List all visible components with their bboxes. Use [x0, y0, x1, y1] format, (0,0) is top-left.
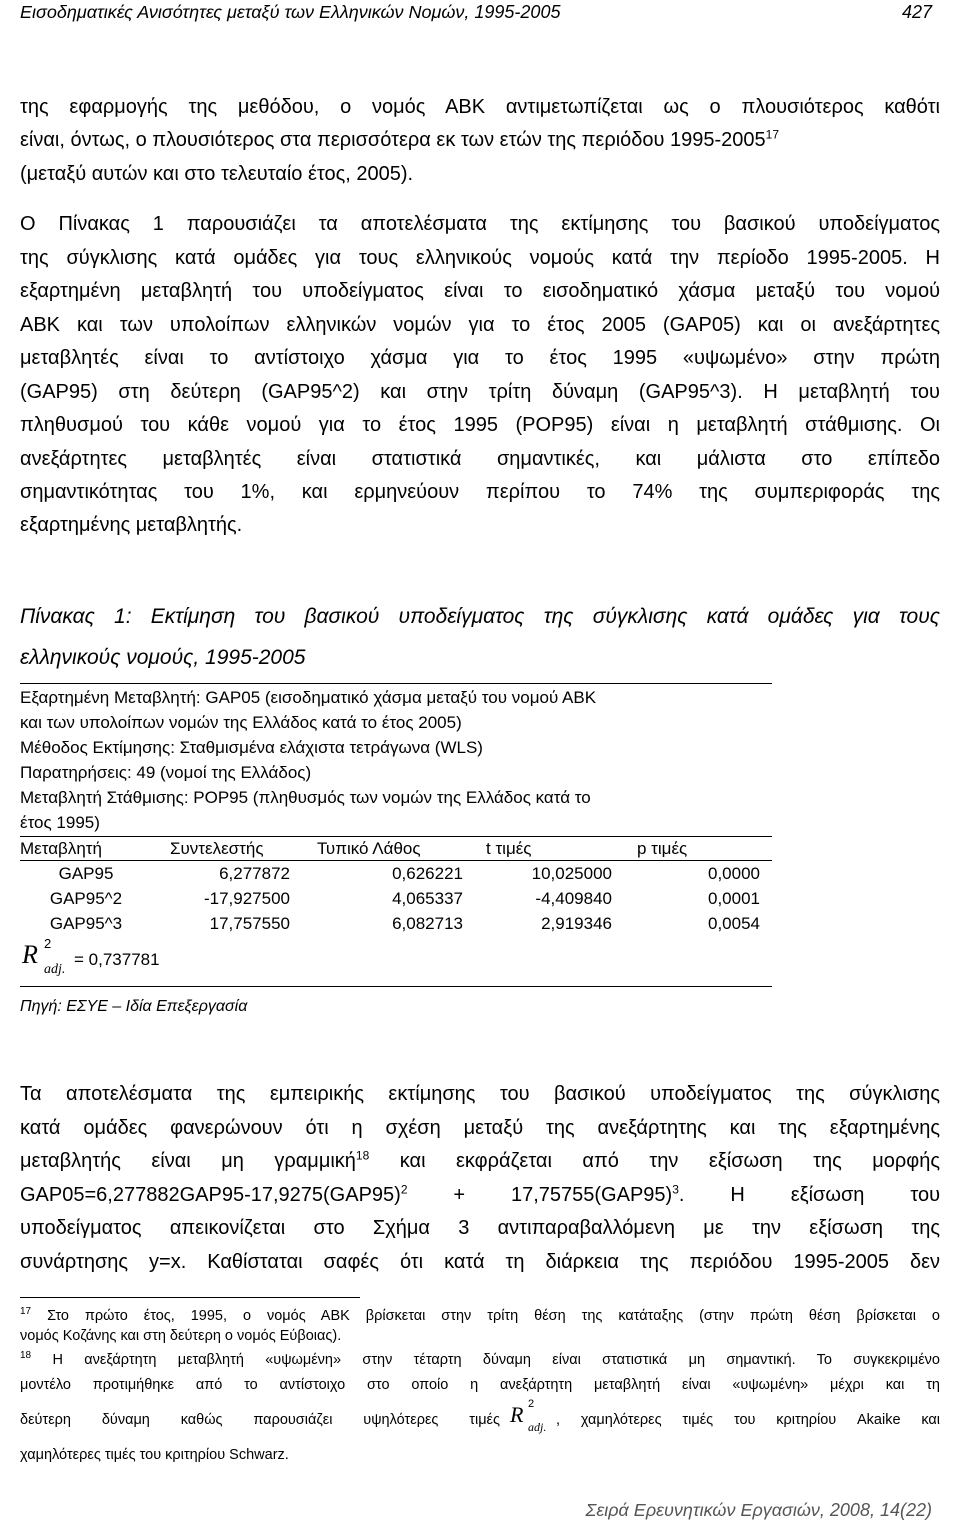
para3-line: Τα αποτελέσματα της εμπειρικής εκτίμησης του βασικού υποδείγματος της σύγκλισης [20, 1083, 940, 1105]
table-cell: 17,757550 [209, 914, 290, 933]
table-info-line: έτος 1995) [20, 813, 100, 832]
para3-line: υποδείγματος απεικονίζεται στο Σχήμα 3 αντιπαραβαλλόμενη με την εξίσωση της [20, 1217, 940, 1239]
para1-line: της εφαρμογής της μεθόδου, ο νομός ΑΒΚ αντιμετωπίζεται ως ο πλουσιότερος καθότι [20, 96, 940, 118]
table-cell: -17,927500 [203, 889, 290, 908]
table-cell: 2,919346 [541, 914, 612, 933]
para2-line: της σύγκλισης κατά ομάδες για τους ελληνικούς νομούς κατά την περίοδο 1995-2005. Η [20, 247, 940, 269]
table-bottom-rule [20, 986, 772, 987]
footnote-r2-symbol: R [510, 1402, 524, 1427]
table-top-rule [20, 683, 772, 684]
footnote-18: $^{18}$ Η ανεξάρτητη μεταβλητή «υψωμένη» στην τέταρτη δύναμη είναι στατιστικά μη σημαντική. Το συγκεκριμένο [20, 1350, 940, 1368]
table-cell: 0,0000 [708, 864, 760, 883]
para2-line: εξαρτημένη μεταβλητή του υποδείγματος είναι το εισοδηματικό χάσμα μεταξύ του νομού [20, 280, 940, 302]
table-cell: 0,0054 [708, 914, 760, 933]
r2-superscript: 2 [44, 936, 52, 951]
footnote-17-continued: νομός Κοζάνης και στη δεύτερη ο νομός Εύβοιας). [20, 1328, 342, 1344]
para1-line: είναι, όντως, ο πλουσιότερος στα περισσότερα εκ των ετών της περιόδου 1995-2005$^{17}$ [20, 127, 780, 151]
para3-line: κατά ομάδες φανερώνουν ότι η σχέση μεταξύ της ανεξάρτητης και της εξαρτημένης [20, 1117, 940, 1139]
r2-value: = 0,737781 [74, 950, 160, 969]
para2-line: μεταβλητές είναι το αντίστοιχο χάσμα για το έτος 1995 «υψωμένο» στην πρώτη [20, 347, 940, 369]
table-header-bottom-rule [20, 860, 772, 861]
footnote-r2-subscript: adj. [528, 1420, 547, 1434]
table-cell: GAP95^3 [49, 914, 123, 933]
table-title-continued: ελληνικούς νομούς, 1995-2005 [20, 646, 306, 669]
table-header-variable: Μεταβλητή [20, 839, 102, 858]
table-info-line: Μέθοδος Εκτίμησης: Σταθμισμένα ελάχιστα τετράγωνα (WLS) [20, 738, 483, 757]
footnote-separator [20, 1297, 360, 1298]
para2-line: ανεξάρτητες μεταβλητές είναι στατιστικά σημαντικές, και μάλιστα στο επίπεδο [20, 448, 940, 470]
r2-symbol: R [22, 940, 38, 969]
footnote-r2-superscript: 2 [528, 1398, 535, 1410]
para2-line: (GAP95) στη δεύτερη (GAP95^2) και στην τρίτη δύναμη (GAP95^3). Η μεταβλητή του [20, 381, 940, 403]
table-header-rule [20, 836, 772, 837]
table-header-coefficient: Συντελεστής [170, 839, 264, 858]
table-info-line: Εξαρτημένη Μεταβλητή: GAP05 (εισοδηματικό χάσμα μεταξύ του νομού ΑΒΚ [20, 688, 597, 707]
table-cell: 4,065337 [392, 889, 463, 908]
footnote-ref-17[interactable]: 17 [765, 127, 780, 142]
table-cell: GAP95 [58, 864, 114, 883]
page-footer: Σειρά Ερευνητικών Εργασιών, 2008, 14(22) [585, 1500, 932, 1520]
table-header-t-values: t τιμές [486, 839, 532, 858]
table-title: Πίνακας 1: Εκτίμηση του βασικού υποδείγματος της σύγκλισης κατά ομάδες για τους [20, 605, 940, 628]
running-header-title: Εισοδηματικές Ανισότητες μεταξύ των Ελληνικών Νομών, 1995-2005 [20, 2, 561, 22]
footnote-18-line3b: , χαμηλότερες τιμές του κριτηρίου Akaike και [556, 1412, 940, 1428]
table-info-line: και των υπολοίπων νομών της Ελλάδος κατά το έτος 2005) [20, 713, 462, 732]
footnote-18-line4: χαμηλότερες τιμές του κριτηρίου Schwarz. [20, 1447, 289, 1463]
table-cell: 6,277872 [219, 864, 290, 883]
para2-line: πληθυσμού του κάθε νομού για το έτος 1995 (POP95) είναι η μεταβλητή στάθμισης. Οι [20, 414, 940, 436]
table-cell: 10,025000 [531, 864, 612, 883]
page-number: 427 [901, 2, 932, 22]
table-cell: GAP95^2 [49, 889, 123, 908]
footnote-18-line3a: δεύτερη δύναμη καθώς παρουσιάζει υψηλότερες τιμές [20, 1412, 500, 1428]
footnote-ref-18[interactable]: 18 [355, 1148, 370, 1163]
para3-line: συνάρτησης y=x. Καθίσταται σαφές ότι κατά τη διάρκεια της περιόδου 1995-2005 δεν [20, 1251, 940, 1273]
table-cell: 0,626221 [392, 864, 463, 883]
para1-line: (μεταξύ αυτών και στο τελευταίο έτος, 2005). [20, 163, 414, 185]
table-info-line: Μεταβλητή Στάθμισης: POP95 (πληθυσμός των νομών της Ελλάδος κατά το [20, 788, 591, 807]
para3-line: μεταβλητής είναι μη γραμμική$^{18}$ και εκφράζεται από την εξίσωση της μορφής [20, 1148, 940, 1172]
para3-equation-line: $GAP05=6,277882GAP95-17,9275(GAP95)^2 + 17,75755(GAP95)^3$. Η εξίσωση του [20, 1182, 941, 1206]
table-cell: 0,0001 [708, 889, 760, 908]
table-cell: -4,409840 [535, 889, 612, 908]
table-header-p-values: p τιμές [637, 839, 688, 858]
table-source: Πηγή: ΕΣΥΕ – Ιδία Επεξεργασία [20, 998, 248, 1015]
footnote-17: $^{17}$ Στο πρώτο έτος, 1995, ο νομός ΑΒΚ βρίσκεται στην τρίτη θέση της κατάταξης (στην πρώτη θέση βρίσκεται ο [20, 1306, 940, 1324]
para2-line: ΑΒΚ και των υπολοίπων ελληνικών νομών για το έτος 2005 (GAP05) και οι ανεξάρτητες [20, 314, 940, 336]
para2-line: εξαρτημένης μεταβλητής. [20, 514, 243, 536]
footnote-18-continued: μοντέλο προτιμήθηκε από το αντίστοιχο στο οποίο η ανεξάρτητη μεταβλητή είναι «υψωμένη» μέχρι και τη [20, 1377, 940, 1393]
para2-line: Ο Πίνακας 1 παρουσιάζει τα αποτελέσματα της εκτίμησης του βασικού υποδείγματος [20, 213, 940, 235]
table-header-std-error: Τυπικό Λάθος [317, 839, 421, 858]
r2-subscript: adj. [44, 962, 66, 977]
table-cell: 6,082713 [392, 914, 463, 933]
table-info-line: Παρατηρήσεις: 49 (νομοί της Ελλάδος) [20, 763, 312, 782]
para2-line: σημαντικότητας του 1%, και ερμηνεύουν περίπου το 74% της συμπεριφοράς της [20, 481, 940, 503]
